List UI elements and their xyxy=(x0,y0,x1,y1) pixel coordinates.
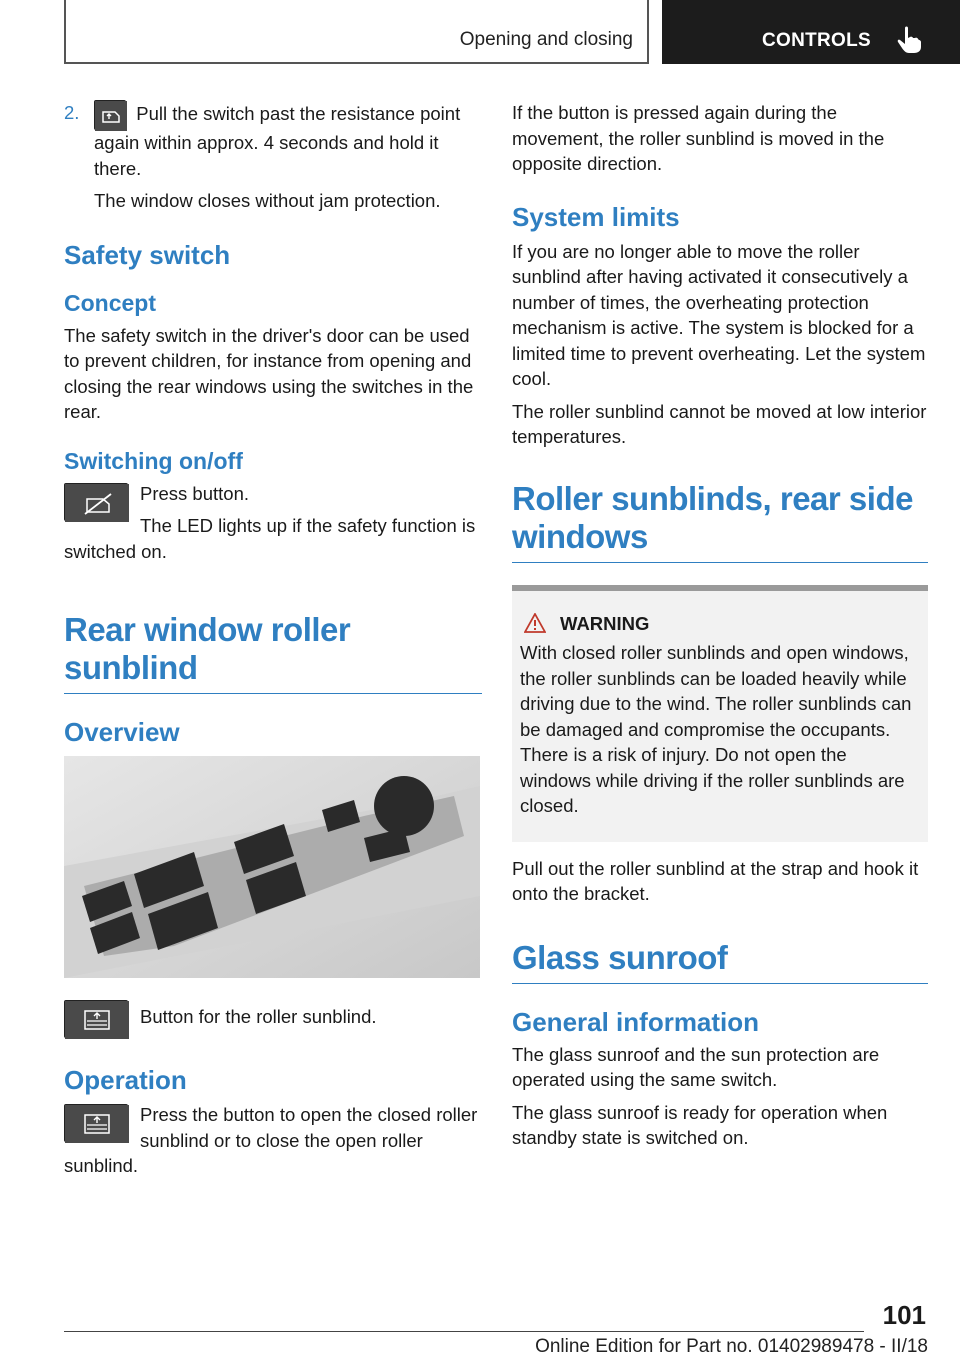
hand-pointer-icon xyxy=(896,26,922,54)
header-chapter-title: CONTROLS xyxy=(762,30,872,51)
press-button-text: Press button. xyxy=(140,482,250,504)
right-column xyxy=(512,100,928,1158)
warning-triangle-icon xyxy=(524,613,546,633)
concept-text: The safety switch in the driver's door can be used to prevent children, for instance from opening and closing the rear windows using the switches in the rear. xyxy=(64,324,474,422)
step-2-text: Pull the switch past the resistance point again within approx. 4 seconds and hold it there. xyxy=(94,102,461,179)
limits-text-1: If you are no longer able to move the roller sunblind after having activated it consecutively a number of times, the overheating protection mechanism is active. The system is blocked for a limited time to prevent overheating. Let the system cool. xyxy=(512,240,926,389)
glass-sunroof-heading: Glass sunroof xyxy=(512,939,928,984)
warning-text: With closed roller sunblinds and open windows, the roller sunblinds can be loaded heavily while driving due to the wind. The roller sunblinds can be damaged and compromise the occupants. There is a risk of injury. Do not open the windows while driving if the roller sunblinds are closed. xyxy=(520,642,912,816)
door-switch-panel-photo xyxy=(64,756,480,978)
concept-heading: Concept xyxy=(64,289,156,316)
roller-sunblind-icon xyxy=(64,1000,128,1038)
roller-sunblind-icon-2 xyxy=(64,1104,128,1142)
operation-text: Press the button to open the closed roller sunblind or to close the open roller sunblind. xyxy=(64,1104,478,1176)
warning-box xyxy=(512,585,928,842)
step-2 xyxy=(64,100,482,221)
led-text: The LED lights up if the safety function is switched on. xyxy=(64,515,476,562)
header-section-title: Opening and closing xyxy=(459,29,633,50)
safety-switch-heading: Safety switch xyxy=(64,239,231,270)
general-info-heading: General information xyxy=(512,1006,760,1037)
header-section-tab xyxy=(64,0,649,64)
overview-heading: Overview xyxy=(64,717,180,747)
operation-heading: Operation xyxy=(64,1065,187,1095)
rear-window-heading: Rear window roller sunblind xyxy=(64,611,482,694)
limits-text-2: The roller sunblind cannot be moved at low interior temperatures. xyxy=(512,400,927,447)
side-windows-heading: Roller sunblinds, rear side windows xyxy=(512,480,928,563)
intro-text: If the button is pressed again during the movement, the roller sunblind is moved in the opposite direction. xyxy=(512,102,885,174)
step-number: 2. xyxy=(64,102,80,123)
button-caption: Button for the roller sunblind. xyxy=(140,1006,377,1027)
safety-switch-icon xyxy=(64,483,128,521)
window-switch-icon xyxy=(94,100,126,130)
left-column xyxy=(64,100,482,1186)
page-number: 101 xyxy=(882,1300,926,1330)
pull-text: Pull out the roller sunblind at the strap and hook it onto the bracket. xyxy=(512,857,919,904)
general-text-1: The glass sunroof and the sun protection are operated using the same switch. xyxy=(512,1043,880,1090)
footer-edition: Online Edition for Part no. 01402989478 - II/18 xyxy=(535,1336,928,1357)
system-limits-heading: System limits xyxy=(512,201,680,232)
general-text-2: The glass sunroof is ready for operation when standby state is switched on. xyxy=(512,1101,888,1148)
warning-label: WARNING xyxy=(560,612,650,634)
step-2-result: The window closes without jam protection. xyxy=(94,190,441,211)
footer-rule xyxy=(64,1331,864,1332)
switching-heading: Switching on/off xyxy=(64,447,243,474)
